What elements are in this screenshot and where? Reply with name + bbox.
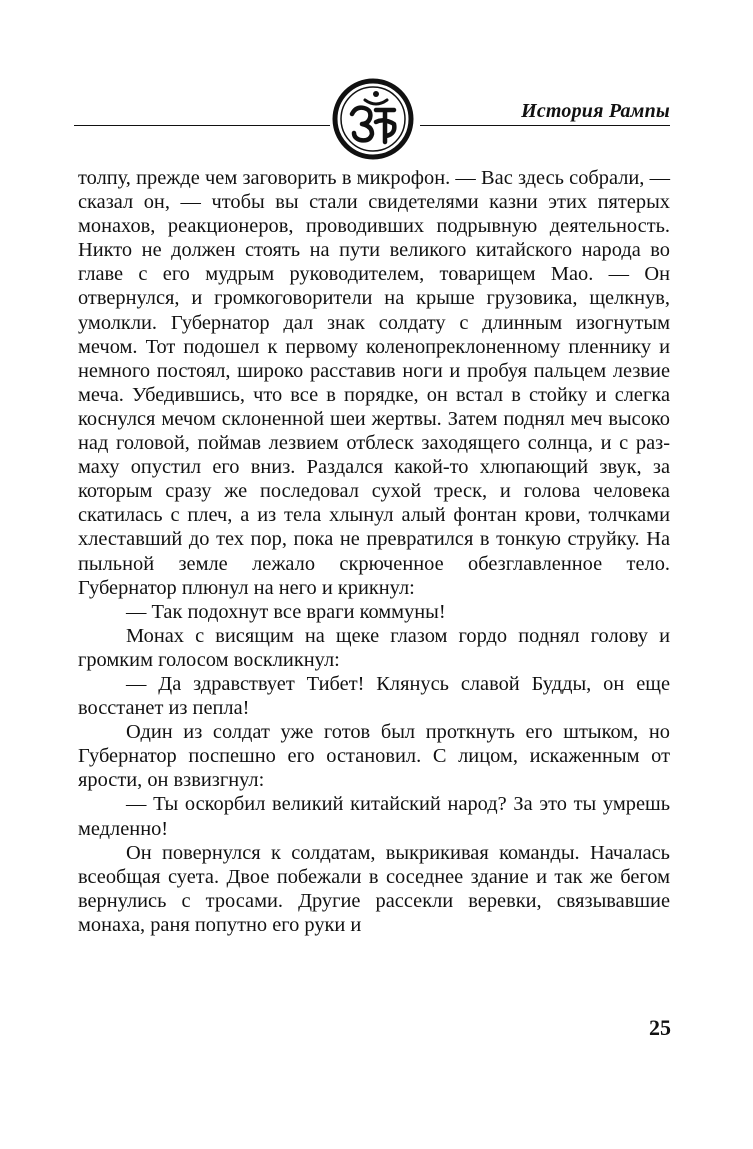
paragraph: Монах с висящим на щеке глазом гордо поднял голову и громким голосом воскликнул: xyxy=(78,624,670,671)
body-text xyxy=(78,166,670,937)
paragraph: — Да здравствует Тибет! Клянусь славой Будды, он еще восстанет из пепла! xyxy=(78,672,670,720)
om-symbol-icon xyxy=(332,78,414,160)
header-rule-right xyxy=(420,125,670,126)
page-header xyxy=(0,0,753,165)
header-rule-left xyxy=(74,125,330,126)
page-number: 25 xyxy=(649,1015,671,1040)
paragraph: — Ты оскорбил великий китайский народ? За это ты умрешь медленно! xyxy=(78,793,670,840)
paragraph: Один из солдат уже готов был проткнуть его штыком, но Губернатор поспешно его остановил. С лицом, искаженным от ярости, он взвизгнул: xyxy=(78,721,670,792)
paragraph: — Так подохнут все враги коммуны! xyxy=(126,600,446,623)
running-title: История Рампы xyxy=(521,100,670,122)
paragraph: толпу, прежде чем заговорить в микрофон. — Вас здесь собрали, — сказал он, — чтобы вы стали свидетелями казни этих пятерых монахов, реакционеров, проводивших подрывную деятельность. Никто не должен стоять на пути великого китайского народа во главе с его мудрым руководителем, товарищем Мао. — Он отвернулся, и громкоговорители на крыше грузовика, щелкнув, умолкли. Губернатор дал знак солдату с длинным изогнутым мечом. Тот подошел к первому коленопреклоненному пленнику и немного постоял, широко расставив ноги и пробуя пальцем лезвие меча. Убедившись, что все в порядке, он встал в стойку и слегка коснулся мечом склоненной шеи жертвы. Затем поднял меч высоко над головой, поймав лезвием отблеск заходящего солнца, и с размаху опустил его вниз. Раздался какой-то хлюпающий звук, за которым сразу же последовал сухой треск, и голова человека скатилась с плеч, а из тела хлынул алый фонтан крови, толчками хлеставший до тех пор, пока не превратился в тонкую струйку. На пыльной земле лежало скрюченное обезглавленное тело. Губернатор плюнул на него и крикнул: xyxy=(78,167,670,599)
paragraph: Он повернулся к солдатам, выкрикивая команды. Началась всеобщая суета. Двое побежали в соседнее здание и так же бегом вернулись с тросами. Другие рассекли веревки, связывавшие монаха, раня попутно его руки и xyxy=(78,841,670,936)
